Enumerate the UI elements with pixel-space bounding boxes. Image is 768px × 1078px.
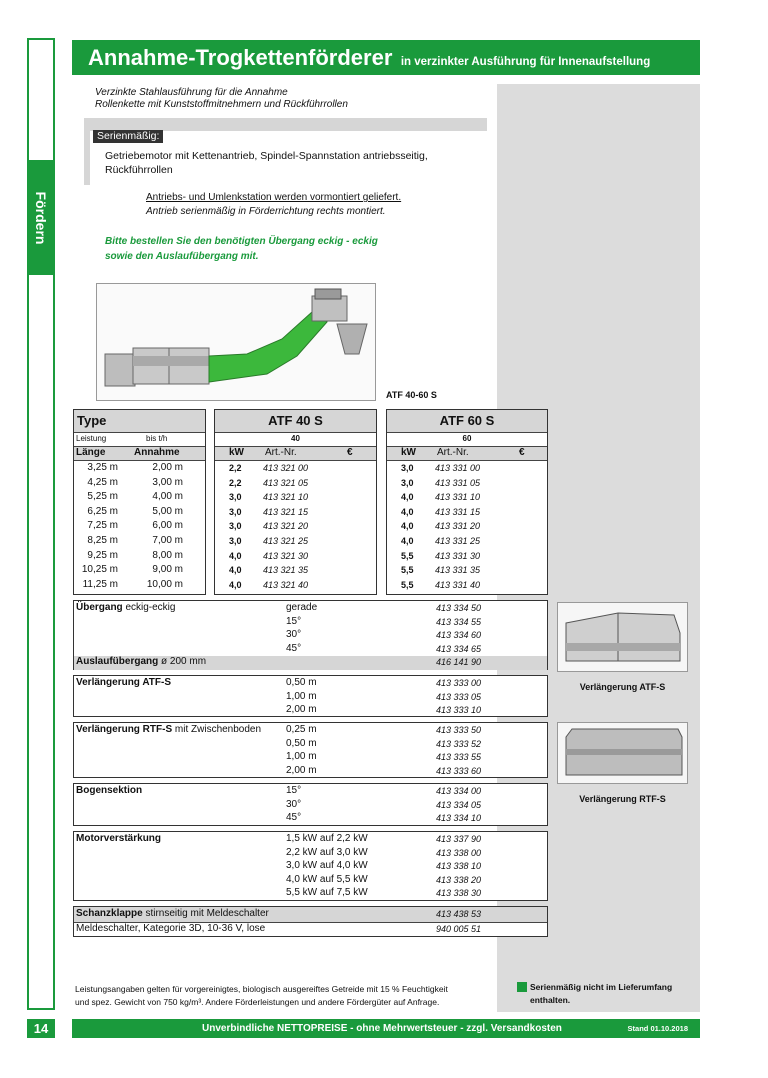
table-row <box>215 506 376 521</box>
verl-atf-caption: Verlängerung ATF-S <box>579 682 666 692</box>
art-cell: 413 333 52 <box>436 738 482 749</box>
intro-line: Rollenkette mit Kunststoffmitnehmern und Rückführrollen <box>95 99 348 110</box>
laenge-cell: 10,25 m <box>81 564 118 576</box>
option-row <box>74 799 547 813</box>
annahme-cell: 5,00 m <box>152 505 183 517</box>
option-cell: 1,5 kW auf 2,2 kW <box>286 833 368 844</box>
table-row <box>387 535 547 550</box>
annahme-header: Annahme <box>134 447 180 458</box>
option-row <box>74 833 547 847</box>
legend-line: enthalten. <box>530 995 571 1005</box>
table-row <box>387 491 547 506</box>
kw-cell: 5,5 <box>401 579 414 590</box>
art-cell: 413 331 40 <box>435 579 481 590</box>
kw-cell: 3,0 <box>229 536 242 546</box>
serien-label: Serienmäßig: <box>93 130 163 143</box>
uebergang-title-rest: eckig-eckig <box>122 602 176 613</box>
art-cell: 413 331 10 <box>435 492 481 503</box>
type-header: Type <box>74 410 205 432</box>
uebergang-table <box>73 600 548 670</box>
art-cell: 413 321 30 <box>263 550 309 561</box>
leistung-label: Leistung <box>76 434 107 443</box>
art-cell: 413 338 30 <box>436 888 482 898</box>
option-cell: 45° <box>286 642 302 654</box>
annahme-cell: 3,00 m <box>152 476 183 488</box>
page-subtitle: in verzinkter Ausführung für Innenaufstellung <box>400 56 651 68</box>
option-row <box>74 704 547 718</box>
kw-cell: 3,0 <box>401 477 414 488</box>
art-cell: 413 334 05 <box>436 799 482 810</box>
conveyor-illustration <box>97 284 375 400</box>
laenge-cell: 8,25 m <box>87 535 118 546</box>
bogen-title: Bogensektion <box>76 785 143 796</box>
table-row <box>215 564 376 579</box>
option-row <box>74 691 547 705</box>
option-row <box>74 643 547 657</box>
serien-box <box>84 130 90 185</box>
option-cell: 30° <box>286 798 302 810</box>
verl-rtf-title: Verlängerung RTF-S <box>76 724 173 735</box>
option-cell: 1,00 m <box>286 751 317 762</box>
art-cell: 413 321 25 <box>263 536 309 546</box>
table-row <box>74 564 205 579</box>
table-row <box>74 506 205 521</box>
schanz-title-rest: stirnseitig mit Meldeschalter <box>142 908 269 919</box>
option-cell: 5,5 kW auf 7,5 kW <box>286 887 368 898</box>
verl-atf-image <box>557 602 688 672</box>
table-row <box>215 520 376 535</box>
art-cell: 413 334 10 <box>436 813 482 823</box>
verl-rtf-table <box>73 722 548 778</box>
table-row <box>74 462 205 477</box>
art-cell: 413 334 00 <box>436 786 482 796</box>
table-row <box>215 462 376 477</box>
order-note-line: sowie den Auslaufübergang mit. <box>105 251 259 262</box>
table-row <box>387 520 547 535</box>
option-cell: 0,50 m <box>286 677 317 688</box>
option-row <box>74 616 547 630</box>
motor-table <box>73 831 548 901</box>
title-bar <box>72 40 700 75</box>
table-row <box>387 477 547 492</box>
schanz-art: 413 438 53 <box>436 909 482 919</box>
atf40-table <box>214 409 377 595</box>
leistung-unit: bis t/h <box>146 434 168 443</box>
art-cell: 413 338 20 <box>436 874 482 885</box>
art-cell: 413 333 50 <box>436 725 482 735</box>
art-cell: 413 338 10 <box>436 861 482 871</box>
laenge-cell: 4,25 m <box>87 476 118 488</box>
option-cell: 45° <box>286 812 302 823</box>
option-row <box>74 738 547 752</box>
kw-cell: 4,0 <box>401 506 414 517</box>
kw-cell: 4,0 <box>229 565 242 576</box>
serien-text: Getriebemotor mit Kettenantrieb, Spindel-Spannstation antriebsseitig, Rückführrollen <box>105 150 428 176</box>
art-header: Art.-Nr. <box>265 447 297 458</box>
atf60-table <box>386 409 548 595</box>
kw-header: kW <box>229 447 244 458</box>
art-cell: 413 321 00 <box>263 463 309 473</box>
uebergang-title: Übergang <box>76 602 123 613</box>
footer-bar <box>72 1019 700 1038</box>
option-row <box>74 860 547 874</box>
motor-title: Motorverstärkung <box>76 833 162 844</box>
laenge-cell: 9,25 m <box>87 549 118 561</box>
table-row <box>74 477 205 492</box>
page-number: 14 <box>27 1019 55 1038</box>
option-cell: 15° <box>286 615 302 627</box>
art-cell: 413 321 40 <box>263 579 309 590</box>
art-cell: 413 331 35 <box>435 565 481 576</box>
verl-rtf-title-rest: mit Zwischenboden <box>172 724 262 735</box>
side-tab-label: Fördern <box>33 191 49 244</box>
kw-cell: 5,5 <box>401 565 414 576</box>
footnote-line: und spez. Gewicht von 750 kg/m³. Andere Förderleistungen und andere Fördergüter auf Anfrage. <box>75 997 440 1007</box>
atf60-leistung: 60 <box>462 434 472 443</box>
verl-atf-table <box>73 675 548 717</box>
schanz-table <box>73 906 548 937</box>
table-row <box>215 550 376 565</box>
annahme-cell: 8,00 m <box>152 549 183 561</box>
option-cell: 2,00 m <box>286 764 317 776</box>
option-row <box>74 785 547 799</box>
option-cell: 2,2 kW auf 3,0 kW <box>286 846 368 858</box>
art-cell: 413 331 20 <box>435 521 481 532</box>
art-cell: 413 333 10 <box>436 705 482 715</box>
footnote-line: Leistungsangaben gelten für vorgereinigtes, biologisch ausgereiftes Getreide mit 15 % Feuchtigkeit <box>75 984 448 994</box>
verl-rtf-caption: Verlängerung RTF-S <box>579 794 666 804</box>
footer-text: Unverbindliche NETTOPREISE - ohne Mehrwertsteuer - zzgl. Versandkosten <box>202 1023 562 1034</box>
bogen-table <box>73 783 548 826</box>
atf40-leistung: 40 <box>291 434 300 443</box>
kw-header: kW <box>401 447 416 458</box>
art-cell: 413 333 00 <box>436 678 482 688</box>
table-row <box>74 535 205 550</box>
art-cell: 413 321 15 <box>263 506 309 517</box>
verl-rtf-illustration <box>558 723 687 783</box>
kw-cell: 2,2 <box>229 477 242 488</box>
note-mounting: Antriebs- und Umlenkstation werden vormontiert geliefert. <box>146 192 402 203</box>
option-row <box>74 874 547 888</box>
option-row <box>74 887 547 901</box>
atf40-header: ATF 40 S <box>215 410 376 432</box>
option-row <box>74 724 547 738</box>
melde-art: 940 005 51 <box>436 924 482 934</box>
art-cell: 413 331 15 <box>435 506 481 517</box>
art-cell: 413 334 60 <box>436 630 482 640</box>
table-row <box>387 564 547 579</box>
art-cell: 413 331 30 <box>435 550 481 561</box>
art-cell: 413 331 25 <box>435 536 481 546</box>
verl-atf-title: Verlängerung ATF-S <box>76 677 172 688</box>
auslauf-title: Auslaufübergang <box>76 656 159 667</box>
annahme-cell: 2,00 m <box>152 462 183 473</box>
kw-cell: 3,0 <box>401 463 414 473</box>
auslauf-title-rest: ø 200 mm <box>158 656 207 667</box>
option-cell: 3,0 kW auf 4,0 kW <box>286 860 368 871</box>
laenge-cell: 6,25 m <box>87 505 118 517</box>
kw-cell: 3,0 <box>229 492 242 503</box>
art-cell: 413 331 05 <box>435 477 481 488</box>
conveyor-image <box>96 283 376 401</box>
kw-cell: 4,0 <box>401 492 414 503</box>
laenge-cell: 3,25 m <box>87 462 118 473</box>
table-row <box>215 579 376 594</box>
annahme-cell: 9,00 m <box>152 564 183 576</box>
option-cell: gerade <box>286 602 318 613</box>
price-header: € <box>519 447 525 458</box>
table-row <box>74 579 205 594</box>
melde-label: Meldeschalter, Kategorie 3D, 10-36 V, lose <box>76 923 266 934</box>
footnote <box>75 983 495 1009</box>
option-row <box>74 751 547 765</box>
table-row <box>215 491 376 506</box>
order-note <box>105 234 378 264</box>
art-cell: 413 337 90 <box>436 834 482 844</box>
laenge-cell: 5,25 m <box>87 491 118 503</box>
table-row <box>215 477 376 492</box>
art-cell: 413 321 10 <box>263 492 309 503</box>
option-row <box>74 847 547 861</box>
table-row <box>387 579 547 594</box>
art-cell: 413 334 65 <box>436 643 482 654</box>
art-cell: 413 338 00 <box>436 847 482 858</box>
verl-atf-illustration <box>558 603 687 671</box>
option-cell: 2,00 m <box>286 704 317 715</box>
kw-cell: 3,0 <box>229 521 242 532</box>
option-row <box>74 812 547 826</box>
intro-line: Verzinkte Stahlausführung für die Annahme <box>95 87 288 98</box>
kw-cell: 4,0 <box>401 536 414 546</box>
art-cell: 413 334 55 <box>436 616 482 627</box>
kw-cell: 5,5 <box>401 550 414 561</box>
art-cell: 413 333 05 <box>436 691 482 702</box>
legend-line: Serienmäßig nicht im Lieferumfang <box>530 982 673 992</box>
art-cell: 413 321 05 <box>263 477 309 488</box>
page-title: Annahme-Trogkettenförderer <box>88 45 393 70</box>
option-row <box>74 602 547 616</box>
legend-swatch <box>517 982 527 992</box>
annahme-cell: 4,00 m <box>152 491 183 503</box>
laenge-cell: 11,25 m <box>82 578 118 590</box>
art-cell: 413 333 55 <box>436 752 482 762</box>
footer-date: Stand 01.10.2018 <box>627 1024 688 1033</box>
auslauf-art: 416 141 90 <box>436 657 482 667</box>
price-header: € <box>347 447 353 458</box>
verl-rtf-image <box>557 722 688 784</box>
option-row <box>74 677 547 691</box>
art-cell: 413 333 60 <box>436 765 482 776</box>
option-cell: 1,00 m <box>286 690 317 702</box>
table-row <box>387 462 547 477</box>
table-row <box>387 506 547 521</box>
image-caption: ATF 40-60 S <box>386 390 437 400</box>
table-row <box>215 535 376 550</box>
annahme-cell: 6,00 m <box>152 520 183 532</box>
legend-text <box>530 981 672 1007</box>
table-row <box>74 550 205 565</box>
order-note-line: Bitte bestellen Sie den benötigten Übergang eckig - eckig <box>105 236 378 247</box>
laenge-header: Länge <box>76 447 106 458</box>
option-cell: 0,50 m <box>286 737 317 749</box>
laenge-cell: 7,25 m <box>87 520 118 532</box>
atf60-header: ATF 60 S <box>387 410 547 432</box>
option-row <box>74 629 547 643</box>
schanz-title: Schanzklappe <box>76 908 143 919</box>
table-row <box>387 550 547 565</box>
art-cell: 413 331 00 <box>435 463 481 473</box>
art-cell: 413 334 50 <box>436 603 482 613</box>
option-cell: 30° <box>286 629 302 640</box>
kw-cell: 4,0 <box>229 579 242 590</box>
note-drive: Antrieb serienmäßig in Förderrichtung rechts montiert. <box>146 206 386 217</box>
annahme-cell: 10,00 m <box>146 578 183 590</box>
kw-cell: 4,0 <box>401 521 414 532</box>
kw-cell: 3,0 <box>229 506 242 517</box>
annahme-cell: 7,00 m <box>152 535 183 546</box>
main-table-left <box>73 409 206 595</box>
table-row <box>74 520 205 535</box>
side-tab <box>27 160 55 275</box>
kw-cell: 4,0 <box>229 550 242 561</box>
option-cell: 0,25 m <box>286 724 317 735</box>
art-cell: 413 321 20 <box>263 521 309 532</box>
option-cell: 4,0 kW auf 5,5 kW <box>286 873 368 885</box>
art-header: Art.-Nr. <box>437 447 469 458</box>
option-cell: 15° <box>286 785 302 796</box>
table-row <box>74 491 205 506</box>
art-cell: 413 321 35 <box>263 565 309 576</box>
option-row <box>74 765 547 779</box>
kw-cell: 2,2 <box>229 463 242 473</box>
